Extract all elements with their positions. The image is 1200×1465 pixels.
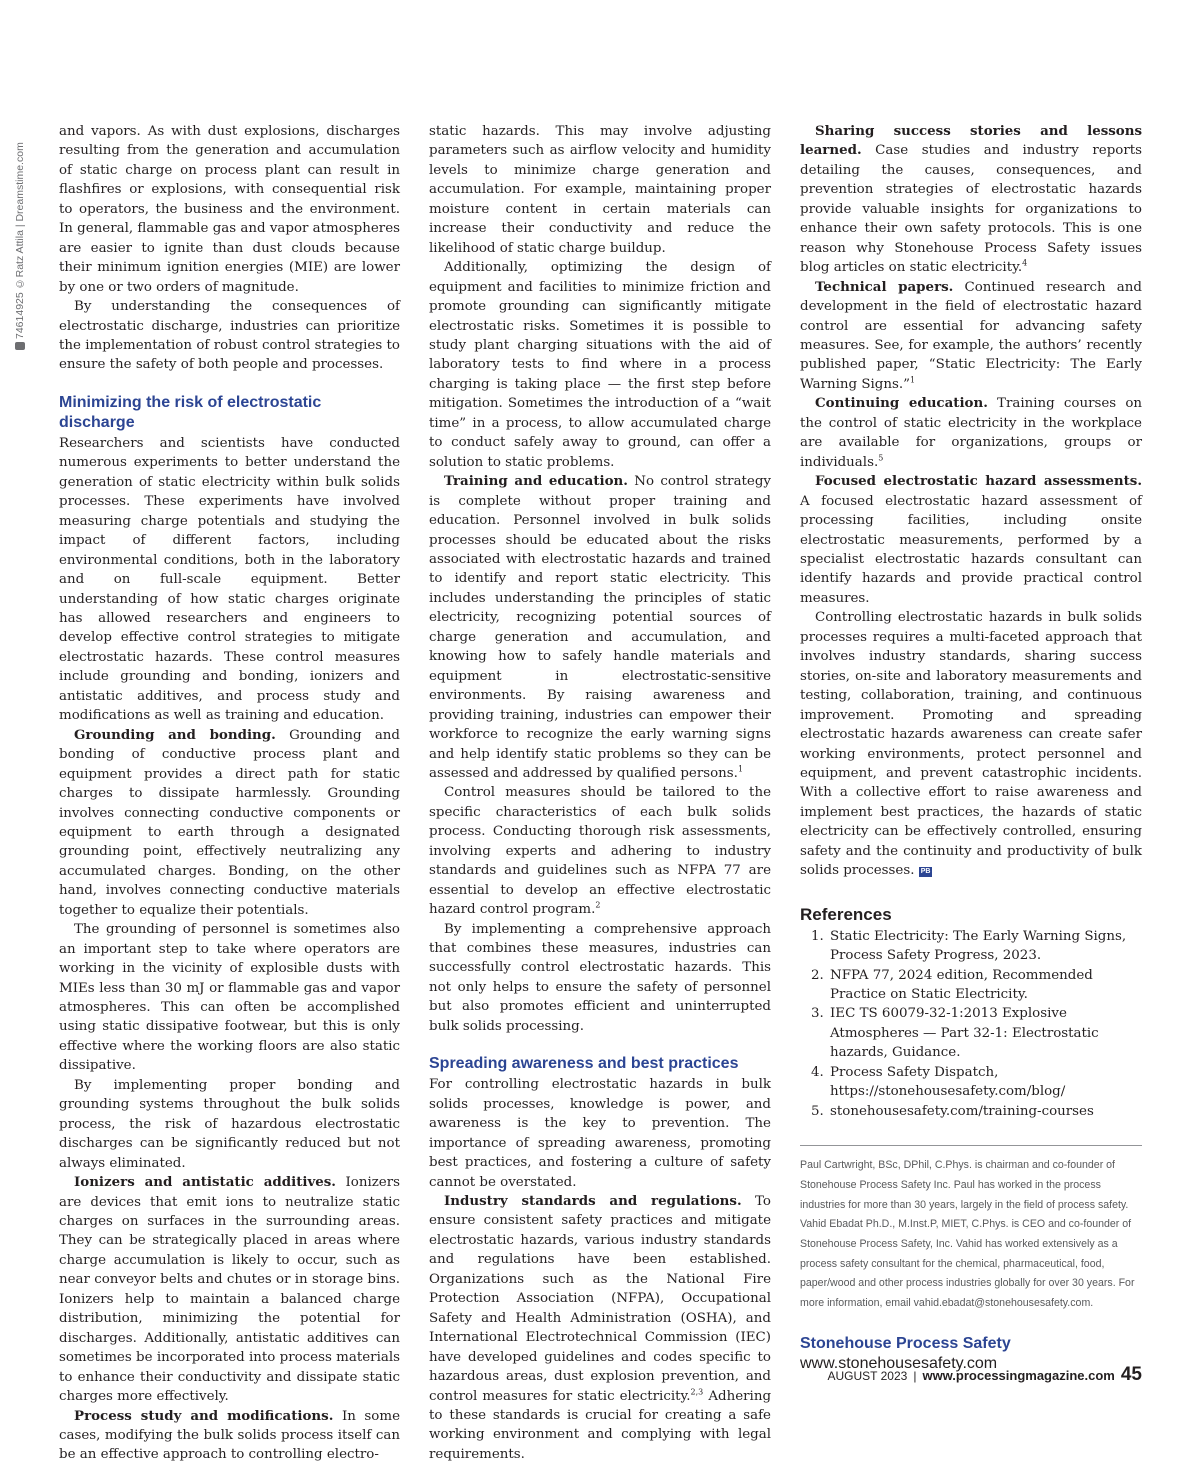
paragraph: Researchers and scientists have conducted numerous experiments to better understand the generation of static electricity within bulk solids processes. These experiments have involved measuring charge potentials and studying the impact of different factors, including environmental conditions, both in the laboratory and on full-scale equipment. Better understanding of how static charges originate has allowed researchers and engineers to develop effective control strategies to mitigate electrostatic hazards. These control measures include grounding and bonding, ionizers and antistatic additives, and process study and modifications as well as training and education. (59, 435, 400, 724)
reference-item: 1. Static Electricity: The Early Warning Signs, Process Safety Progress, 2023. (828, 927, 1142, 966)
paragraph-text: Training courses on the control of static electricity in the workplace are available for organizations, groups or individuals. (800, 396, 1143, 470)
paragraph: Additionally, optimizing the design of equipment and facilities to minimize friction and promote grounding can significantly mitigate electrostatic risks. Sometimes it is possible to study plant charging situations with the aid of laboratory tests to find where in a process charging is taking place — the first step before mitigation. Sometimes the introduction of a “wait time” in a process, to allow accumulated charge to conduct safely away to ground, can offer a solution to static problems. (429, 260, 771, 470)
run-in-heading: Process study and modifications. (74, 1407, 334, 1424)
paragraph (800, 472, 1142, 608)
paragraph-text: Ionizers are devices that emit ions to neutralize static charges on surfaces in the surrounding areas. They can be strategically placed in areas where charge accumulation is likely to occur, such as near conveyor belts and chutes or in storage bins. Ionizers help to maintain a balanced charge distribution, minimizing the potential for discharges. Additionally, antistatic additives can sometimes be incorporated into process materials to enhance their conductivity and dissipate static charges more effectively. (59, 1175, 400, 1405)
divider (800, 1145, 1142, 1146)
paragraph (800, 394, 1142, 472)
citation: 4 (1022, 258, 1028, 268)
paragraph-text: Adhering to these standards is crucial for creating a safe working environment and complying with legal requirements. (429, 1388, 772, 1462)
company-name: Stonehouse Process Safety (800, 1334, 1011, 1352)
paragraph (59, 1173, 400, 1406)
reference-item: 5. stonehousesafety.com/training-courses (828, 1102, 1142, 1121)
citation: 2,3 (690, 1387, 704, 1397)
paragraph-text: Controlling electrostatic hazards in bulk solids processes requires a multi-faceted approach that involves industry standards, sharing success stories, on-site and laboratory measurements and testing, collaboration, training, and continuous improvement. Promoting and spreading electrostatic hazards awareness can create safer working environments, protect personnel and equipment, and prevent catastrophic incidents. With a collective effort to raise awareness and implement best practices, the hazards of static electricity can be effectively controlled, ensuring safety and the continuity and productivity of bulk solids processes. (800, 610, 1142, 879)
citation: 5 (878, 453, 884, 463)
run-in-heading: Technical papers. (815, 278, 954, 295)
paragraph: By implementing proper bonding and grounding systems throughout the bulk solids process, the risk of hazardous electrostatic discharges can be significantly reduced but not always eliminated. (59, 1077, 400, 1171)
paragraph (800, 122, 1142, 278)
issue-date: AUGUST 2023 (827, 1369, 908, 1383)
end-mark-icon: PB (920, 868, 931, 876)
paragraph: static hazards. This may involve adjusting parameters such as airflow velocity and humidity levels to minimize charge generation and accumulation. For example, maintaining proper moisture content in certain materials can increase their conductivity and reduce the likelihood of static charge buildup. (429, 124, 771, 256)
paragraph-text: Case studies and industry reports detailing the causes, consequences, and prevention strategies of electrostatic hazards provide valuable insights for organizations to enhance their own safety protocols. This is one reason why Stonehouse Process Safety issues blog articles on static electricity. (800, 143, 1142, 276)
references-heading: References (800, 904, 892, 924)
paragraph-text: No control strategy is complete without proper training and education. Personnel involved in bulk solids processes should be educated about the risks associated with electrostatic hazards and trained to identify and report static electricity. This includes understanding the principles of static electricity, recognizing potential sources of charge generation and accumulation, and knowing how to safely handle materials and equipment in electrostatic-sensitive environments. By raising awareness and providing training, industries can empower their workforce to recognize the early warning signs and help identify static problems so they can be assessed and addressed by qualified persons. (429, 474, 771, 781)
paragraph: For controlling electrostatic hazards in bulk solids processes, knowledge is power, and awareness is the key to prevention. The importance of spreading awareness, promoting best practices, and fostering a culture of safety cannot be overstated. (429, 1077, 771, 1190)
reference-item: 2. NFPA 77, 2024 edition, Recommended Practice on Static Electricity. (828, 966, 1142, 1005)
paragraph (800, 278, 1142, 395)
paragraph-text: Control measures should be tailored to the specific characteristics of each bulk solids process. Conducting thorough risk assessments, involving experts and adhering to industry standards and guidelines such as NFPA 77 are essential to develop an effective electrostatic hazard control program. (429, 785, 771, 918)
references-list (800, 927, 1142, 1122)
footer-separator: | (913, 1369, 917, 1383)
run-in-heading: Sharing success stories and lessons learned. (800, 123, 1142, 159)
page-footer (828, 1364, 1143, 1386)
paragraph (800, 608, 1142, 880)
citation: 1 (737, 764, 744, 774)
run-in-heading: Continuing education. (815, 395, 988, 412)
run-in-heading: Industry standards and regulations. (444, 1193, 742, 1210)
paragraph-text: Grounding and bonding of conductive process plant and equipment provides a direct path for static charges to dissipate harmlessly. Grounding involves connecting conductive components or equipment to earth through a designated grounding point, effectively neutralizing any accumulated charges. Bonding, on the other hand, involves connecting conductive materials together to equalize their potentials. (59, 727, 400, 918)
company-website[interactable]: www.stonehousesafety.com (800, 1354, 998, 1372)
section-heading: Spreading awareness and best practices (429, 1055, 739, 1073)
run-in-heading: Ionizers and antistatic additives. (74, 1174, 336, 1191)
paragraph (59, 726, 400, 921)
photo-credit (8, 120, 32, 350)
paragraph: and vapors. As with dust explosions, discharges resulting from the generation and accumulation of static charge on process plant can result in flashfires or explosions, with consequential risk to operators, the business and the environment. In general, flammable gas and vapor atmospheres are easier to ignite than dust clouds because their minimum ignition energies (MIE) are lower by one or two orders of magnitude. (59, 124, 400, 295)
column-3 (800, 122, 1142, 1374)
paragraph: By implementing a comprehensive approach that combines these measures, industries can successfully control electrostatic hazards. This not only helps to ensure the safety of personnel but also promotes efficient and uninterrupted bulk solids processing. (429, 921, 771, 1034)
column-1 (59, 122, 400, 1465)
paragraph: By understanding the consequences of electrostatic discharge, industries can prioritize the implementation of robust control strategies to ensure the safety of both people and processes. (59, 299, 400, 373)
page-number: 45 (1120, 1364, 1142, 1385)
paragraph-text: Continued research and development in the field of electrostatic hazard control are essential for advancing safety measures. See, for example, the authors’ recently published paper, “Static Electricity: The Early Warning Signs.” (800, 279, 1142, 392)
paragraph (429, 472, 771, 783)
paragraph (429, 1192, 771, 1464)
paragraph-text: To ensure consistent safety practices and mitigate electrostatic hazards, various industry standards and regulations have been established. Organizations such as the National Fire Protection Association (NFPA), Occupational Safety and Health Administration (OSHA), and International Electrotechnical Commission (IEC) have developed guidelines and codes specific to hazardous areas, dust explosion prevention, and control measures for static electricity. (429, 1194, 771, 1404)
section-heading: Minimizing the risk of electrostatic discharge (59, 393, 322, 431)
magazine-website[interactable]: www.processingmagazine.com (922, 1368, 1115, 1383)
author-bio: Paul Cartwright, BSc, DPhil, C.Phys. is chairman and co-founder of Stonehouse Process Safety Inc. Paul has worked in the process industries for more than 30 years, largely in the field of process safety. Vahid Ebadat Ph.D., M.Inst.P, MIET, C.Phys. is CEO and co-founder of Stonehouse Process Safety, Inc. Vahid has worked extensively as a process safety consultant for the chemical, pharmaceutical, food, paper/wood and other process industries globally for over 30 years. For more information, email vahid.ebadat@stonehousesafety.com. (800, 1159, 1135, 1310)
run-in-heading: Focused electrostatic hazard assessments. (815, 473, 1142, 490)
paragraph-text: A focused electrostatic hazard assessment of processing facilities, including onsite electrostatic measurements, performed by a specialist electrostatic hazards consultant can identify hazards and provide practical control measures. (800, 493, 1142, 606)
paragraph (59, 1407, 400, 1465)
camera-icon (15, 342, 25, 350)
run-in-heading: Training and education. (444, 473, 628, 490)
paragraph: The grounding of personnel is sometimes also an important step to take where operators are working in the vicinity of explosible dusts with MIEs less than 30 mJ or flammable gas and vapor atmospheres. This can often be accomplished using static dissipative footwear, but this is only effective where the working floors are also static dissipative. (59, 922, 400, 1074)
reference-item: 3. IEC TS 60079-32-1:2013 Explosive Atmospheres — Part 32-1: Electrostatic hazards, Guidance. (828, 1004, 1142, 1062)
photo-credit-text: 74614925 ©Ratz Attila | Dreamstime.com (14, 142, 26, 339)
citation: 2 (595, 900, 601, 910)
reference-item: 4. Process Safety Dispatch, https://stonehousesafety.com/blog/ (828, 1063, 1142, 1102)
paragraph-text: In some cases, modifying the bulk solids process itself can be an effective approach to controlling electro- (59, 1408, 400, 1463)
run-in-heading: Grounding and bonding. (74, 726, 276, 743)
paragraph (429, 783, 771, 919)
column-2 (429, 122, 771, 1464)
citation: 1 (909, 375, 916, 385)
